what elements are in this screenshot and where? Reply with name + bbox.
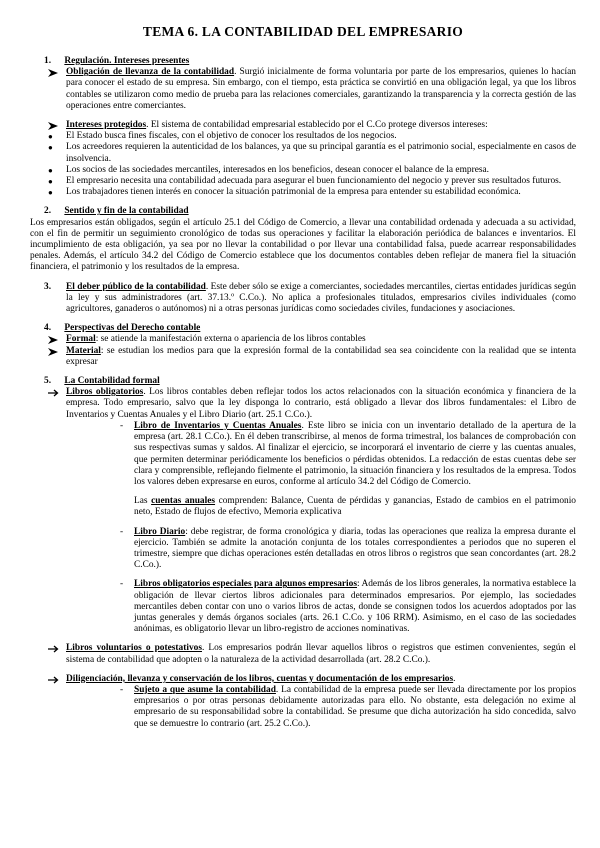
arrow-item-formal: [30, 334, 576, 345]
dash-bullet-icon: -: [120, 526, 124, 537]
bullet-dot-icon: ●: [48, 165, 53, 175]
section-title: Sentido y fin de la contabilidad: [64, 206, 189, 217]
right-arrow-icon: [48, 387, 62, 397]
bullet-item: [30, 187, 576, 198]
dash-item-sujeto: [30, 685, 576, 730]
document-title: TEMA 6. LA CONTABILIDAD DEL EMPRESARIO: [142, 24, 464, 39]
item-title: Formal: [66, 334, 96, 345]
bullet-text: Los acreedores requieren la autenticidad de los balances, ya que su principal garantía es el patrimonio social, especialmente en casos de insolvencia.: [66, 142, 576, 164]
bullet-item: [30, 165, 576, 176]
item-title: Diligenciación, llevanza y conservación de los libros, cuentas y documentación de los empresarios: [66, 673, 454, 684]
section-number: 4.: [44, 323, 52, 334]
section-number: 3.: [44, 281, 52, 292]
item-text: . Los libros contables deben reflejar todos los actos relacionados con la situación económica y financiera de la empresa. Todo empresario, salvo que la ley disponga lo contrario, está obligado a llevar dos libros fundamentales: el Libro de Inventarios y Cuentas Anuales y el Libro Diario (art. 25.1 C.Co.).: [66, 387, 577, 420]
section-number: 5.: [44, 376, 52, 387]
item-text: . Este libro se inicia con un inventario detallado de la apertura de la empresa (art. 28.1 C.Co.). En él deben transcribirse, al menos de forma trimestral, los balances de comprobación con sus respectivas sumas y saldos. Al finalizar el ejercicio, se incorporará el inventario de cierre y las cuentas anuales, que permiten determinar periódicamente los beneficios o pérdidas obtenidos. La redacción de estas cuentas debe ser clara y comprensible, reflejando fielmente el patrimonio, la situación financiera y los resultados de la empresa. Todos los valores deben expresarse en euros, conforme al artículo 34.2 del Código de Comercio.: [134, 420, 576, 487]
bullet-text: El Estado busca fines fiscales, con el objetivo de conocer los resultados de los negocios.: [66, 131, 397, 142]
arrowhead-bullet-icon: [48, 346, 62, 356]
section-1: [30, 56, 576, 198]
bullet-text: Los trabajadores tienen interés en conocer la situación patrimonial de la empresa para entender su estabilidad económica.: [66, 187, 521, 198]
arrow-item-intereses: [30, 120, 576, 131]
section-number: 1.: [44, 56, 52, 66]
arrow-item-voluntarios: [30, 643, 576, 665]
item-text: : se estudian los medios para que la expresión formal de la contabilidad sea sea coincidente con la realidad que se intenta expresar: [66, 345, 576, 367]
item-title: Libros voluntarios o potestativos: [66, 643, 202, 654]
item-text: . Los empresarios podrán llevar aquellos libros o registros que estimen convenientes, según el sistema de contabilidad que adopten o la naturaleza de la actividad desarrollada (art. 28.2 C.Co.).: [66, 643, 576, 665]
section-text: . Este deber sólo se exige a comerciantes, sociedades mercantiles, ciertas entidades jurídicas según la ley y sus administradores (art. 37.13.º C.Co.). No aplica a profesionales titulados, empresarios civiles individuales (como agricultores, ganaderos o autónomos) ni a otras personas jurídicas como sociedades civiles, fundaciones y asociaciones.: [66, 281, 577, 315]
dash-bullet-icon: -: [120, 420, 124, 431]
item-title: cuentas anuales: [151, 496, 216, 507]
section-number: 2.: [44, 206, 52, 217]
section-4-heading: [30, 323, 576, 334]
bullet-text: Los socios de las sociedades mercantiles, interesados en los beneficios, desean conocer el balance de la empresa.: [66, 164, 490, 175]
bullet-item: [30, 176, 576, 187]
section-3-body: [30, 282, 576, 316]
item-text: . La contabilidad de la empresa puede ser llevada directamente por los propios empresarios o por otras personas debidamente autorizadas para ello. No obstante, esta delegación no exime al empresario de su responsabilidad sobre la contabilidad. Se presume que dicha autorización ha sido concedida, salvo que se demuestre lo contrario (art. 25.2 C.Co.).: [134, 684, 576, 729]
section-2-heading: [30, 206, 576, 217]
dash-item-inventarios: [30, 421, 576, 488]
section-3: [30, 282, 576, 316]
bullet-text: El empresario necesita una contabilidad adecuada para asegurar el buen funcionamiento del negocio y prever sus resultados futuros.: [66, 176, 562, 187]
item-text: .: [453, 673, 456, 684]
item-text: : Además de los libros generales, la normativa establece la obligación de llevar ciertos libros adicionales para determinados empresarios. Por ejemplo, las sociedades mercantiles deben contar con uno o varios libros de actas, donde se consignen todos los acuerdos adoptados por las juntas generales y demás órganos sociales (arts. 26.1 C.Co. y 106 RRM). Asimismo, en el caso de las sociedades anónimas, es obligatorio llevar un libro-registro de acciones nominativas.: [134, 579, 576, 635]
arrow-item-libros-obligatorios: [30, 387, 576, 421]
bullet-item: [30, 142, 576, 164]
dash-bullet-icon: -: [120, 684, 124, 695]
section-2: [30, 206, 576, 273]
arrow-item-obligacion: [30, 67, 576, 112]
section-1-heading: [30, 56, 576, 67]
section-title: Regulación. Intereses presentes: [64, 56, 190, 66]
bullet-item: [30, 131, 576, 142]
item-title: Material: [66, 345, 101, 356]
section-title: La Contabilidad formal: [64, 376, 160, 387]
item-title: Libro de Inventarios y Cuentas Anuales: [134, 420, 302, 431]
item-title: Sujeto a que asume la contabilidad: [134, 684, 276, 695]
bullet-dot-icon: ●: [48, 132, 53, 142]
arrow-item-material: [30, 346, 576, 368]
arrow-item-diligenciacion: [30, 674, 576, 685]
section-title: Perspectivas del Derecho contable: [64, 323, 201, 334]
dash-bullet-icon: -: [120, 579, 124, 590]
item-title: Libros obligatorios especiales para algunos empresarios: [134, 579, 358, 590]
item-title: Libro Diario: [134, 526, 186, 537]
section-paragraph: Los empresarios están obligados, según el artículo 25.1 del Código de Comercio, a llevar una contabilidad ordenada y adecuada a su actividad, con el fin de permitir un seguimiento cronológico de todas sus operaciones y facilitar la elaboración periódica de balances e inventarios. El incumplimiento de esta obligación, ya sea por no llevar la contabilidad o por llevar una contabilidad falsa, puede acarrear responsabilidades penales. Además, el artículo 34.2 del Código de Comercio establece que los documentos contables deben reflejar de manera fiel la situación financiera, el patrimonio y los resultados de la empresa.: [30, 217, 576, 273]
item-text: . El sistema de contabilidad empresarial establecido por el C.Co protege diversos intereses:: [146, 120, 488, 131]
bullet-dot-icon: ●: [48, 188, 53, 198]
section-5-heading: [30, 376, 576, 387]
item-title: Obligación de llevanza de la contabilidad: [66, 67, 235, 78]
arrowhead-bullet-icon: [48, 334, 62, 344]
section-5: [30, 376, 576, 730]
section-4: [30, 323, 576, 368]
dash-item-diario: [30, 527, 576, 572]
bullet-dot-icon: ●: [48, 177, 53, 187]
item-text: : se atiende la manifestación externa o apariencia de los libros contables: [95, 334, 366, 345]
arrowhead-bullet-icon: [48, 120, 62, 130]
item-text: . Surgió inicialmente de forma voluntaria por parte de los empresarios, quienes lo hacían para conocer el estado de su empresa. Sin embargo, con el tiempo, esta práctica se convirtió en una obligación legal, ya que los libros contables se utilizaron como medio de prueba para las relaciones comerciales, garantizando la transparencia y la correcta gestión de las operaciones entre comerciantes.: [66, 67, 576, 111]
arrowhead-bullet-icon: [48, 67, 62, 77]
item-text: comprenden: Balance, Cuenta de pérdidas y ganancias, Estado de cambios en el patrimonio neto, Estado de flujos de efectivo, Memoria explicativa: [134, 496, 576, 518]
item-title: Intereses protegidos: [66, 120, 147, 131]
section-title: El deber público de la contabilidad: [66, 281, 206, 292]
right-arrow-icon: [48, 674, 62, 684]
text-prefix: Las: [134, 496, 152, 507]
cuentas-anuales-paragraph: [30, 496, 576, 518]
right-arrow-icon: [48, 643, 62, 653]
item-title: Libros obligatorios: [66, 387, 144, 398]
item-text: : debe registrar, de forma cronológica y diaria, todas las operaciones que realiza la empresa durante el ejercicio. También se admite la anotación conjunta de los totales correspondientes a periodos que no superen el trimestre, siempre que dichas operaciones estén detalladas en otros libros o registros que sean concordantes (art. 28.2 C.Co.).: [134, 526, 576, 571]
dash-item-especiales: [30, 579, 576, 635]
bullet-dot-icon: ●: [48, 143, 53, 153]
